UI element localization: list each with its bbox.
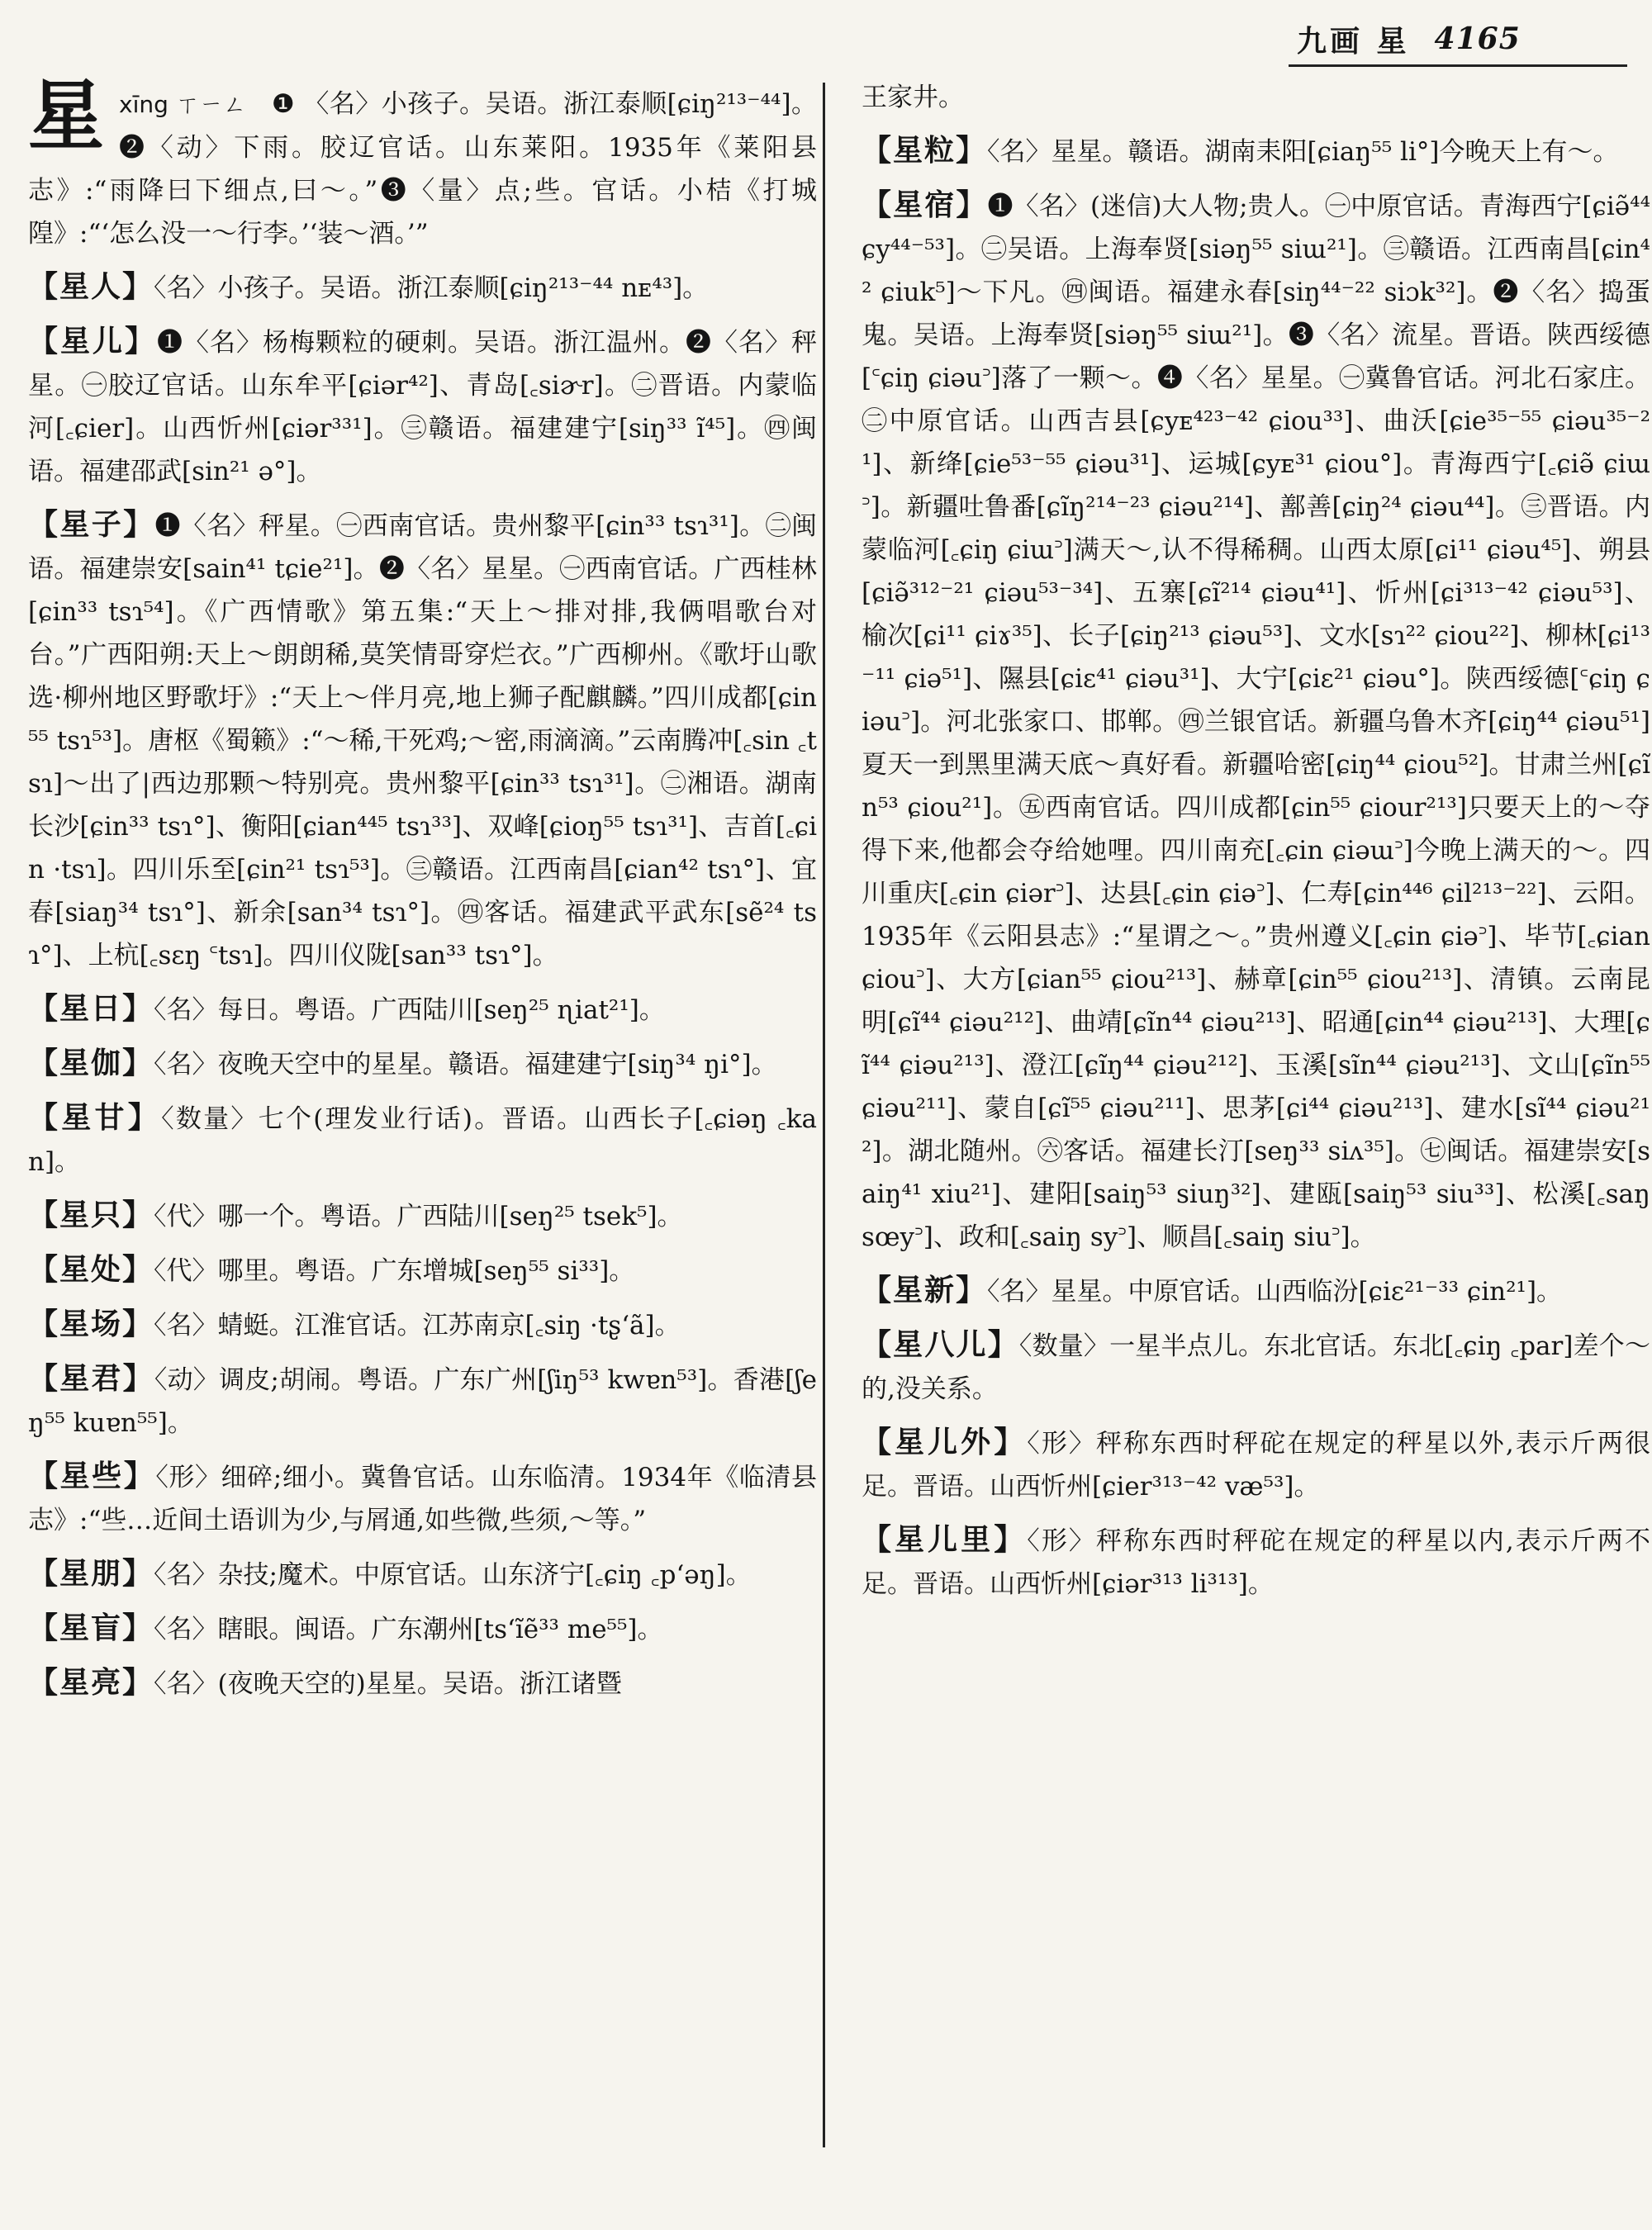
entry-definition: 〈名〉每日。粤语。广西陆川[seŋ²⁵ ɳiat²¹]。 bbox=[154, 995, 665, 1025]
dictionary-entry bbox=[28, 1096, 817, 1184]
header-rule bbox=[1289, 64, 1627, 67]
entry-head: 【星八儿】 bbox=[862, 1327, 1019, 1362]
dictionary-entry bbox=[862, 129, 1650, 173]
entry-head: 【星只】 bbox=[28, 1198, 154, 1232]
dictionary-entry bbox=[862, 183, 1650, 1259]
entry-head: 【星粒】 bbox=[862, 133, 988, 168]
dictionary-entry bbox=[28, 1552, 817, 1597]
dictionary-entry bbox=[28, 1661, 817, 1706]
entry-definition: 〈形〉秤称东西时秤砣在规定的秤星以内,表示斤两不足。晋语。山西忻州[ɕiər³¹³ li³¹³]。 bbox=[862, 1526, 1650, 1599]
entry-definition: 〈名〉蜻蜓。江淮官话。江苏南京[꜀siŋ ·tʂ‘ã]。 bbox=[154, 1311, 681, 1340]
entry-definition: 〈名〉星星。赣语。湖南耒阳[ɕiaŋ⁵⁵ li°]今晚天上有～。 bbox=[987, 137, 1619, 167]
entry-head: 【星盲】 bbox=[28, 1611, 154, 1645]
right-column bbox=[862, 76, 1650, 1616]
entry-definition: 〈数量〉一星半点儿。东北官话。东北[꜀ɕiŋ ꜀par]差个～的,没关系。 bbox=[862, 1331, 1650, 1404]
entry-head: 【星宿】 bbox=[862, 187, 988, 222]
section-label: 九画 星 bbox=[1297, 23, 1410, 59]
entry-definition: ❶〈名〉秤星。㊀西南官话。贵州黎平[ɕin³³ tsɿ³¹]。㊁闽语。福建崇安[sain⁴¹ tɕie²¹]。❷〈名〉星星。㊀西南官话。广西桂林[ɕin³³ tsɿ⁵⁴]。《广西情歌》第五集:“天上～排对排,我俩唱歌台对台。”广西阳朔:天上～朗朗稀,莫笑情哥穿烂衣。”广西柳州。《歌圩山歌选·柳州地区野歌圩》:“天上～伴月亮,地上狮子配麒麟。”四川成都[ɕin⁵⁵ tsɿ⁵³]。唐枢《蜀籁》:“～稀,干死鸡;～密,雨滴滴。”云南腾冲[꜀sin ꜀tsɿ]～出了|西边那颗～特别亮。贵州黎平[ɕin³³ tsɿ³¹]。㊁湘语。湖南长沙[ɕin³³ tsɿ°]、衡阳[ɕian⁴⁴⁵ tsɿ³³]、双峰[ɕioŋ⁵⁵ tsɿ³¹]、吉首[꜀ɕin ·tsɿ]。四川乐至[ɕin²¹ tsɿ⁵³]。㊂赣语。江西南昌[ɕian⁴² tsɿ°]、宜春[siaŋ³⁴ tsɿ°]、新余[san³⁴ tsɿ°]。㊃客话。福建武平武东[sẽ²⁴ tsɿ°]、上杭[꜀sɛŋ ꜂tsɿ]。四川仪陇[san³³ tsɿ°]。 bbox=[28, 511, 817, 970]
entry-head: 【星朋】 bbox=[28, 1556, 154, 1591]
entry-head: 【星新】 bbox=[862, 1273, 988, 1307]
entry-head: 【星君】 bbox=[28, 1361, 154, 1396]
entry-definition: 〈名〉(夜晚天空的)星星。吴语。浙江诸暨 bbox=[154, 1669, 622, 1699]
dictionary-entry bbox=[862, 1518, 1650, 1606]
entry-definition: 〈代〉哪里。粤语。广东增城[seŋ⁵⁵ si³³]。 bbox=[154, 1256, 635, 1286]
entry-definition: 〈名〉小孩子。吴语。浙江泰顺[ɕiŋ²¹³⁻⁴⁴ nᴇ⁴³]。 bbox=[154, 273, 709, 303]
headword-pinyin: xīng ㄒㄧㄥ bbox=[119, 91, 247, 118]
dictionary-entry bbox=[28, 265, 817, 310]
entry-head: 【星亮】 bbox=[28, 1665, 154, 1700]
entry-definition: 〈数量〉七个(理发业行话)。晋语。山西长子[꜀ɕiəŋ ꜀kan]。 bbox=[28, 1104, 817, 1177]
entry-definition: 〈名〉杂技;魔术。中原官话。山东济宁[꜀ɕiŋ ꜀p‘əŋ]。 bbox=[154, 1560, 752, 1590]
dictionary-entry bbox=[28, 1248, 817, 1293]
dictionary-entry bbox=[28, 987, 817, 1032]
page-number: 4165 bbox=[1434, 21, 1521, 56]
entry-head: 【星伽】 bbox=[28, 1046, 154, 1080]
column-divider bbox=[823, 83, 825, 2147]
entry-definition: ❶ 〈名〉小孩子。吴语。浙江泰顺[ɕiŋ²¹³⁻⁴⁴]。❷〈动〉下雨。胶辽官话。山东莱阳。1935年《莱阳县志》:“雨降曰下细点,曰～。”❸〈量〉点;些。官话。小桔《打城隍》:“‘怎么没一～行李。’‘装～酒。’” bbox=[28, 89, 817, 249]
headword: 星 bbox=[28, 71, 105, 160]
dictionary-entry bbox=[28, 320, 817, 493]
entry-head: 【星子】 bbox=[28, 507, 155, 542]
entry-definition: ❶〈名〉(迷信)大人物;贵人。㊀中原官话。青海西宁[ɕiə̃⁴⁴ ɕy⁴⁴⁻⁵³]。㊁吴语。上海奉贤[siəŋ⁵⁵ siɯ²¹]。㊂赣语。江西南昌[ɕin⁴² ɕiuk⁵]～下凡。㊃闽语。福建永春[siŋ⁴⁴⁻²² siɔk³²]。❷〈名〉捣蛋鬼。吴语。上海奉贤[siəŋ⁵⁵ siɯ²¹]。❸〈名〉流星。晋语。陕西绥德[꜂ɕiŋ ɕiəu꜄]落了一颗～。❹〈名〉星星。㊀冀鲁官话。河北石家庄。㊁中原官话。山西吉县[ɕyᴇ⁴²³⁻⁴² ɕiou³³]、曲沃[ɕie³⁵⁻⁵⁵ ɕiəu³⁵⁻²¹]、新绛[ɕie⁵³⁻⁵⁵ ɕiəu³¹]、运城[ɕyᴇ³¹ ɕiou°]。青海西宁[꜀ɕiə̃ ɕiɯ꜄]。新疆吐鲁番[ɕĩŋ²¹⁴⁻²³ ɕiəu²¹⁴]、鄯善[ɕiŋ²⁴ ɕiəu⁴⁴]。㊂晋语。内蒙临河[꜀ɕiŋ ɕiɯ꜄]满天～,认不得稀稠。山西太原[ɕi¹¹ ɕiəu⁴⁵]、朔县[ɕiə̃³¹²⁻²¹ ɕiəu⁵³⁻³⁴]、五寨[ɕĩ²¹⁴ ɕiəu⁴¹]、忻州[ɕi³¹³⁻⁴² ɕiəu⁵³]、榆次[ɕi¹¹ ɕiɤ³⁵]、长子[ɕiŋ²¹³ ɕiəu⁵³]、文水[sɿ²² ɕiou²²]、柳林[ɕi¹³⁻¹¹ ɕiə⁵¹]、隰县[ɕiɛ⁴¹ ɕiəu³¹]、大宁[ɕiɛ²¹ ɕiəu°]。陕西绥德[꜂ɕiŋ ɕiəu꜄]。河北张家口、邯郸。㊃兰银官话。新疆乌鲁木齐[ɕiŋ⁴⁴ ɕiəu⁵¹]夏天一到黑里满天底～真好看。新疆哈密[ɕiŋ⁴⁴ ɕiou⁵²]。甘肃兰州[ɕĩn⁵³ ɕiou²¹]。㊄西南官话。四川成都[ɕin⁵⁵ ɕiour²¹³]只要天上的～夺得下来,他都会夺给她哩。四川南充[꜀ɕin ɕiəɯ꜄]今晚上满天的～。四川重庆[꜀ɕin ɕiər꜄]、达县[꜀ɕin ɕiə꜄]、仁寿[ɕin⁴⁴⁶ ɕil²¹³⁻²²]、云阳。1935年《云阳县志》:“星谓之～。”贵州遵义[꜀ɕin ɕiə꜄]、毕节[꜀ɕian ɕiou꜄]、大方[ɕian⁵⁵ ɕiou²¹³]、赫章[ɕin⁵⁵ ɕiou²¹³]、清镇。云南昆明[ɕĩ⁴⁴ ɕiəu²¹²]、曲靖[ɕĩn⁴⁴ ɕiəu²¹³]、昭通[ɕin⁴⁴ ɕiəu²¹³]、大理[ɕĩ⁴⁴ ɕiəu²¹³]、澄江[ɕĩŋ⁴⁴ ɕiəu²¹²]、玉溪[sĩn⁴⁴ ɕiəu²¹³]、文山[ɕĩn⁵⁵ ɕiəu²¹¹]、蒙自[ɕĩ⁵⁵ ɕiəu²¹¹]、思茅[ɕi⁴⁴ ɕiəu²¹³]、建水[sĩ⁴⁴ ɕiəu²¹²]。湖北随州。㊅客话。福建长汀[seŋ³³ siʌ³⁵]。㊆闽话。福建崇安[saiŋ⁴¹ xiu²¹]、建阳[saiŋ⁵³ siuŋ³²]、建瓯[saiŋ⁵³ siu³³]、松溪[꜀saŋ sœy꜄]、政和[꜀saiŋ sy꜄]、顺昌[꜀saiŋ siu꜄]。 bbox=[862, 192, 1650, 1252]
left-column bbox=[28, 71, 817, 1715]
dictionary-entry bbox=[862, 1421, 1650, 1508]
main-entry bbox=[28, 71, 817, 255]
entry-definition: 〈形〉秤称东西时秤砣在规定的秤星以外,表示斤两很足。晋语。山西忻州[ɕier³¹³⁻⁴² væ⁵³]。 bbox=[862, 1429, 1650, 1502]
dictionary-entry bbox=[28, 1302, 817, 1347]
dictionary-entry bbox=[28, 1357, 817, 1445]
entry-definition: 〈名〉星星。中原官话。山西临汾[ɕiɛ²¹⁻³³ ɕin²¹]。 bbox=[987, 1277, 1563, 1307]
entry-head: 【星场】 bbox=[28, 1307, 154, 1341]
continued-text bbox=[862, 76, 1650, 119]
entry-head: 【星儿外】 bbox=[862, 1425, 1028, 1459]
dictionary-entry bbox=[28, 1454, 817, 1542]
entry-definition: ❶〈名〉杨梅颗粒的硬刺。吴语。浙江温州。❷〈名〉秤星。㊀胶辽官话。山东牟平[ɕiər⁴²]、青岛[꜀siɚr]。㊁晋语。内蒙临河[꜀ɕier]。山西忻州[ɕiər³³¹]。㊂赣语。福建建宁[siŋ³³ ĩ⁴⁵]。㊃闽语。福建邵武[sin²¹ ə°]。 bbox=[28, 328, 817, 486]
dictionary-entry bbox=[28, 1606, 817, 1651]
entry-definition: 〈名〉夜晚天空中的星星。赣语。福建建宁[siŋ³⁴ ŋi°]。 bbox=[154, 1050, 777, 1079]
dictionary-entry bbox=[28, 1041, 817, 1086]
dictionary-entry bbox=[862, 1269, 1650, 1313]
entry-definition: 〈形〉细碎;细小。冀鲁官话。山东临清。1934年《临清县志》:“些…近间土语训为少,与屑通,如些微,些须,～等。” bbox=[28, 1463, 817, 1535]
entry-head: 【星儿里】 bbox=[862, 1522, 1028, 1557]
entry-definition: 王家井。 bbox=[862, 83, 964, 112]
entry-definition: 〈动〉调皮;胡闹。粤语。广东广州[ʃiŋ⁵³ kwɐn⁵³]。香港[ʃeŋ⁵⁵ kuɐn⁵⁵]。 bbox=[28, 1365, 817, 1438]
entry-head: 【星甘】 bbox=[28, 1100, 162, 1135]
page-header bbox=[1297, 18, 1619, 59]
dictionary-entry bbox=[28, 503, 817, 977]
entry-head: 【星日】 bbox=[28, 991, 154, 1026]
entry-head: 【星些】 bbox=[28, 1459, 156, 1493]
dictionary-entry bbox=[862, 1323, 1650, 1411]
dictionary-entry bbox=[28, 1193, 817, 1238]
entry-definition: 〈代〉哪一个。粤语。广西陆川[seŋ²⁵ tsek⁵]。 bbox=[154, 1202, 683, 1231]
entry-head: 【星儿】 bbox=[28, 324, 157, 358]
entry-definition: 〈名〉瞎眼。闽语。广东潮州[ts‘ĩẽ³³ me⁵⁵]。 bbox=[154, 1615, 663, 1644]
entry-head: 【星人】 bbox=[28, 269, 154, 304]
entry-head: 【星处】 bbox=[28, 1252, 154, 1287]
